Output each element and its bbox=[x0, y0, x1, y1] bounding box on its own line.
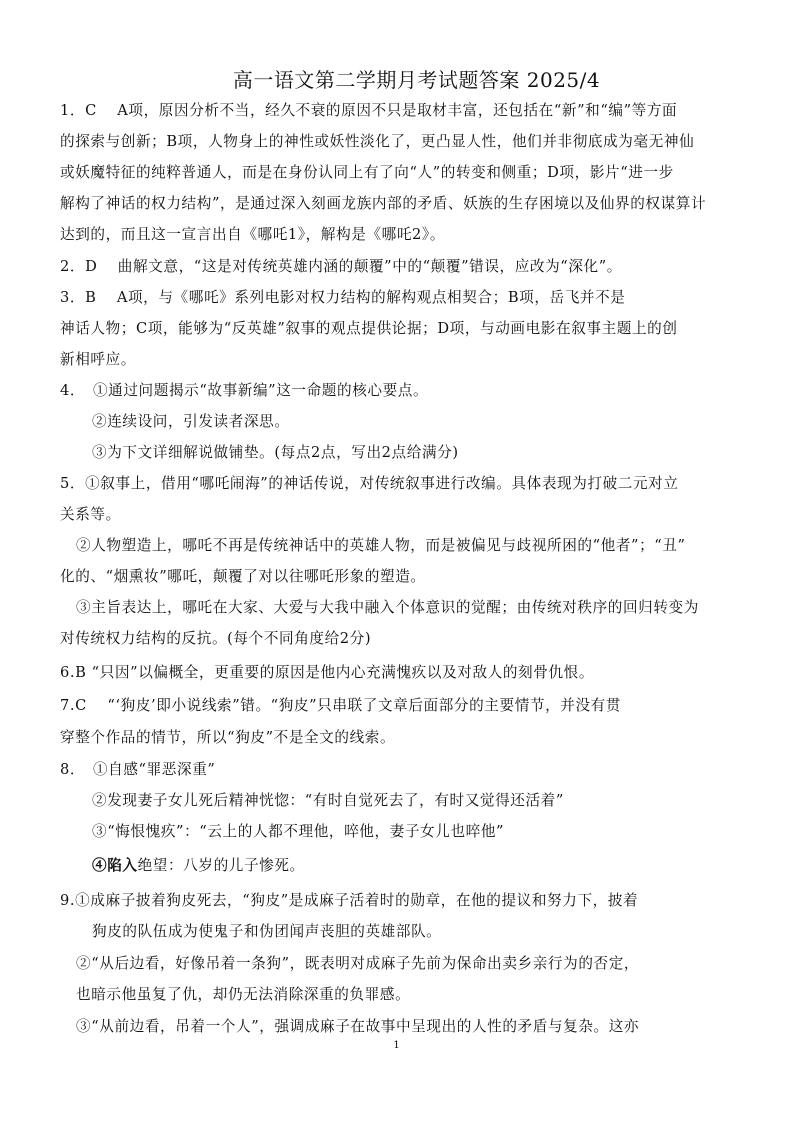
text-line: 达到的，而且这一宣言出自《哪吒1》，解构是《哪吒2》。 bbox=[60, 226, 446, 243]
text-line: 8． ①自感“罪恶深重” bbox=[60, 761, 216, 778]
text-line: 或妖魔特征的纯粹普通人，而是在身份认同上有了向“人”的转变和侧重；D项，影片“进一步 bbox=[60, 164, 674, 181]
text-line: 1．C A项，原因分析不当，经久不衰的原因不只是取材丰富，还包括在“新”和“编”等方面 bbox=[60, 102, 678, 119]
text-line: 对传统权力结构的反抗。(每个不同角度给2分) bbox=[60, 630, 372, 647]
text-line: 5．①叙事上，借用“哪吒闹海”的神话传说，对传统叙事进行改编。具体表现为打破二元对立 bbox=[60, 475, 679, 492]
page-title: 高一语文第二学期月考试题答案 2025/4 bbox=[232, 68, 601, 92]
text-line: ③“悔恨愧疚”：“云上的人都不理他，啐他，妻子女儿也啐他” bbox=[92, 823, 505, 840]
text-line: 解构了神话的权力结构”，是通过深入刻画龙族内部的矛盾、妖族的生存困境以及仙界的权谋算计 bbox=[60, 195, 707, 212]
text-line: 关系等。 bbox=[60, 506, 121, 523]
text-line: ③“从前边看，吊着一个人”，强调成麻子在故事中呈现出的人性的矛盾与复杂。这亦 bbox=[76, 1018, 640, 1035]
text-line bbox=[92, 856, 772, 876]
text-line: 2．D 曲解文意，“这是对传统英雄内涵的颠覆”中的“颠覆”错误，应改为“深化”。 bbox=[60, 258, 622, 275]
page-number: 1 bbox=[393, 1040, 400, 1051]
text-line: ③为下文详细解说做铺垫。(每点2点，写出2点给满分) bbox=[92, 444, 459, 461]
text-line: 7.C “‘狗皮’即小说线索”错。“狗皮”只串联了文章后面部分的主要情节，并没有贯 bbox=[60, 697, 622, 714]
text-line: ②连续设问，引发读者深思。 bbox=[92, 413, 290, 430]
text-line-rest: 绝望：八岁的儿子惨死。 bbox=[137, 857, 305, 874]
bold-prefix: ④陷入 bbox=[92, 857, 138, 874]
text-line: 新相呼应。 bbox=[60, 351, 136, 368]
text-line: 狗皮的队伍成为使鬼子和伪团闻声丧胆的英雄部队。 bbox=[92, 923, 442, 940]
text-line: 也暗示他虽复了仇，却仍无法消除深重的负罪感。 bbox=[76, 986, 411, 1003]
text-line: 6.B “只因”以偏概全，更重要的原因是他内心充满愧疚以及对敌人的刻骨仇恨。 bbox=[60, 664, 595, 681]
text-line: ②“从后边看，好像吊着一条狗”，既表明对成麻子先前为保命出卖乡亲行为的否定， bbox=[76, 955, 640, 972]
text-line: 的探索与创新；B项，人物身上的神性或妖性淡化了，更凸显人性，他们并非彻底成为毫无神仙 bbox=[60, 133, 695, 150]
text-line: 化的、“烟熏妆”哪吒，颠覆了对以往哪吒形象的塑造。 bbox=[60, 568, 426, 585]
text-line: 4． ①通过问题揭示“故事新编”这一命题的核心要点。 bbox=[60, 382, 429, 399]
text-line: 3．B A项，与《哪吒》系列电影对权力结构的解构观点相契合；B项，岳飞并不是 bbox=[60, 289, 626, 306]
text-line: ②人物塑造上，哪吒不再是传统神话中的英雄人物，而是被偏见与歧视所困的“他者”；“丑” bbox=[76, 537, 686, 554]
text-line: 神话人物；C项，能够为“反英雄”叙事的观点提供论据；D项，与动画电影在叙事主题上的创 bbox=[60, 320, 678, 337]
text-line: ②发现妻子女儿死后精神恍惚：“有时自觉死去了，有时又觉得还活着” bbox=[92, 792, 564, 809]
text-line: ③主旨表达上，哪吒在大家、大爱与大我中融入个体意识的觉醒；由传统对秩序的回归转变为 bbox=[76, 599, 699, 616]
text-line: 穿整个作品的情节，所以“狗皮”不是全文的线索。 bbox=[60, 729, 396, 746]
text-line: 9.①成麻子披着狗皮死去，“狗皮”是成麻子活着时的勋章，在他的提议和努力下，披着 bbox=[60, 892, 639, 909]
